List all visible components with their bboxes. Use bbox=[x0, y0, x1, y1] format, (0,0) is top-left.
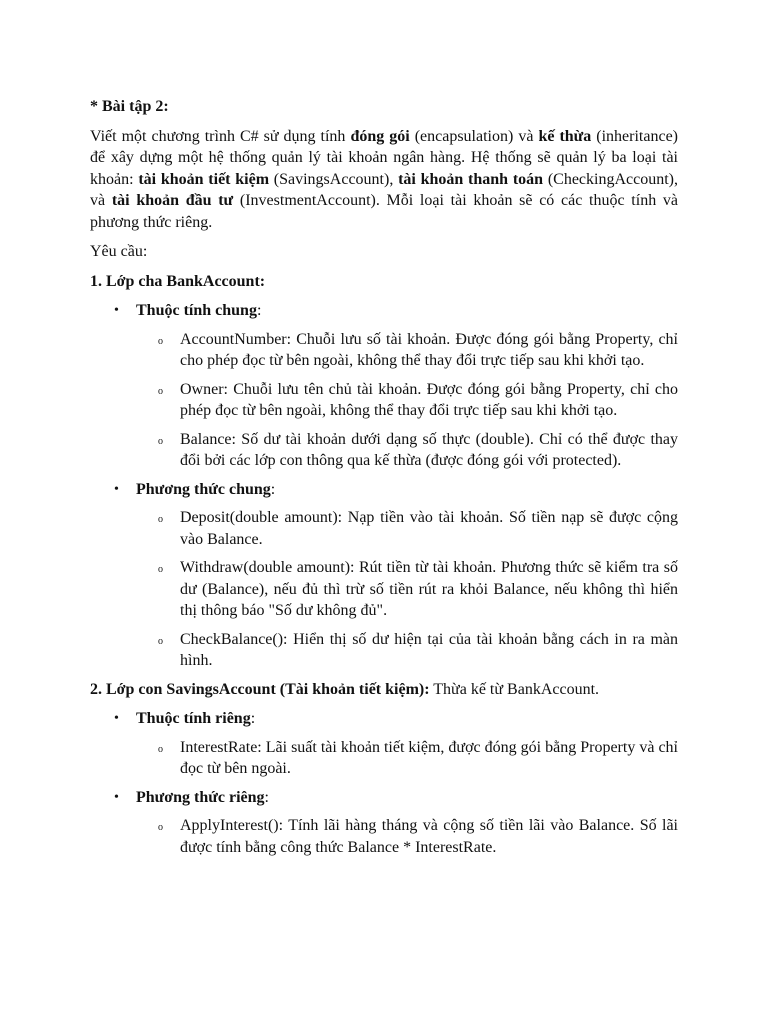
method-deposit: Deposit(double amount): Nạp tiền vào tài khoản. Số tiền nạp sẽ được cộng vào Balance. bbox=[180, 509, 678, 548]
method-check-balance: CheckBalance(): Hiển thị số dư hiện tại của tài khoản bằng cách in ra màn hình. bbox=[180, 630, 678, 669]
intro-text-5: (CheckingAccount), và bbox=[90, 170, 679, 209]
exercise-title: * Bài tập 2: bbox=[90, 98, 169, 115]
bullet-dot: • bbox=[114, 303, 119, 318]
sub-bullet: o bbox=[158, 435, 163, 447]
sub-bullet: o bbox=[158, 514, 163, 525]
section2-heading bbox=[90, 679, 678, 701]
section1-property-item bbox=[90, 429, 678, 472]
section1-method-item bbox=[90, 629, 678, 672]
property-owner: Owner: Chuỗi lưu tên chủ tài khoản. Được đóng gói bằng Property, chỉ cho phép đọc từ bên ngoài, không thể thay đổi trực tiếp sau khi khởi tạo. bbox=[180, 380, 678, 419]
method-withdraw: Withdraw(double amount): Rút tiền từ tài khoản. Phương thức sẽ kiểm tra số dư (Balance), nếu đủ thì trừ số tiền rút ra khỏi Balance, nếu không thì hiển thị thông báo "Số dư không đủ". bbox=[180, 559, 678, 619]
section2-title-suffix: Thừa kế từ BankAccount. bbox=[429, 680, 600, 698]
bullet-dot: • bbox=[114, 789, 119, 805]
sub-bullet: o bbox=[158, 564, 163, 575]
section2-property-item bbox=[90, 737, 678, 780]
intro-bold-savings: tài khoản tiết kiệm bbox=[138, 170, 270, 188]
document-page bbox=[90, 96, 678, 865]
intro-text-2: (encapsulation) và bbox=[409, 127, 539, 145]
section1-property-item bbox=[90, 379, 678, 422]
property-interest-rate: InterestRate: Lãi suất tài khoản tiết kiệm, được đóng gói bằng Property và chỉ đọc từ bên ngoài. bbox=[180, 738, 678, 777]
section2-title: 2. Lớp con SavingsAccount (Tài khoản tiết kiệm): bbox=[90, 680, 430, 698]
section1-title: 1. Lớp cha BankAccount: bbox=[90, 272, 266, 290]
intro-paragraph bbox=[90, 126, 678, 234]
sub-bullet: o bbox=[158, 822, 163, 833]
intro-bold-inheritance: kế thừa bbox=[538, 127, 592, 145]
requirements-label: Yêu cầu: bbox=[90, 243, 148, 260]
section1-method-item bbox=[90, 557, 678, 622]
colon: : bbox=[264, 788, 269, 806]
intro-text-1: Viết một chương trình C# sử dụng tính bbox=[90, 127, 351, 145]
section1-methods-bullet bbox=[90, 479, 678, 501]
colon: : bbox=[256, 302, 262, 319]
section2-properties-label: Thuộc tính riêng bbox=[136, 710, 251, 727]
property-balance: Balance: Số dư tài khoản dưới dạng số thực (double). Chỉ có thể được thay đổi bởi các lớp con thông qua kế thừa (được đóng gói với protected). bbox=[180, 430, 678, 469]
section1-method-item bbox=[90, 507, 678, 550]
sub-bullet: o bbox=[158, 743, 163, 755]
method-apply-interest: ApplyInterest(): Tính lãi hàng tháng và cộng số tiền lãi vào Balance. Số lãi được tính bằng công thức Balance * InterestRate. bbox=[180, 817, 678, 856]
colon: : bbox=[250, 710, 256, 727]
intro-text-3: (inheritance) để xây dựng một hệ thống quản lý tài khoản ngân hàng. Hệ thống sẽ quản lý ba loại tài khoản: bbox=[90, 127, 679, 188]
colon: : bbox=[270, 480, 276, 498]
intro-bold-encapsulation: đóng gói bbox=[350, 127, 410, 145]
section2-properties-bullet bbox=[90, 708, 678, 730]
bullet-dot: • bbox=[114, 711, 119, 726]
section2-method-item bbox=[90, 815, 678, 858]
section2-methods-label: Phương thức riêng bbox=[136, 788, 265, 806]
sub-bullet: o bbox=[158, 335, 163, 347]
section2-methods-bullet bbox=[90, 787, 678, 809]
section1-properties-label: Thuộc tính chung bbox=[136, 302, 257, 319]
property-account-number: AccountNumber: Chuỗi lưu số tài khoản. Được đóng gói bằng Property, chỉ cho phép đọc từ bên ngoài, không thể thay đổi trực tiếp sau khi khởi tạo. bbox=[180, 330, 678, 369]
intro-text-4: (SavingsAccount), bbox=[269, 170, 399, 188]
sub-bullet: o bbox=[158, 385, 163, 397]
intro-text-6: (InvestmentAccount). Mỗi loại tài khoản sẽ có các thuộc tính và phương thức riêng. bbox=[90, 192, 679, 231]
section1-methods-label: Phương thức chung bbox=[136, 480, 271, 498]
intro-bold-investment: tài khoản đầu tư bbox=[111, 192, 234, 209]
section1-properties-bullet bbox=[90, 300, 678, 322]
bullet-dot: • bbox=[114, 481, 119, 497]
section1-property-item bbox=[90, 329, 678, 372]
intro-bold-checking: tài khoản thanh toán bbox=[398, 170, 544, 188]
sub-bullet: o bbox=[158, 635, 163, 647]
